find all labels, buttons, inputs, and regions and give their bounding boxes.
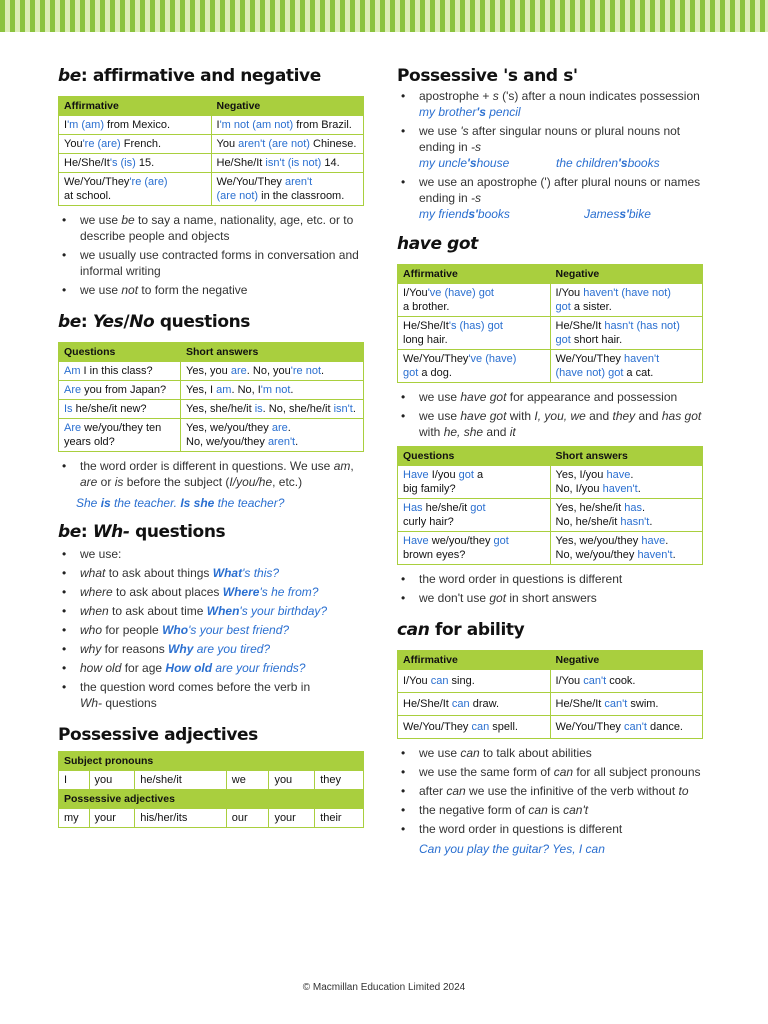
- table-cell: We/You/They can't dance.: [550, 716, 703, 739]
- table-cell: Has he/she/it got curly hair?: [398, 499, 551, 532]
- list-item: • we use 's after singular nouns or plural nouns not ending in -s my uncle'shouse the children'sbooks: [397, 123, 703, 171]
- decorative-stripe-header: [0, 0, 768, 32]
- table-cell: I'm not (am not) from Brazil.: [211, 116, 364, 135]
- table-cell: I/You can sing.: [398, 670, 551, 693]
- section-title: can for ability: [397, 620, 525, 640]
- bullet-list: [58, 458, 364, 490]
- table-header-row: [398, 651, 703, 670]
- table-subheader-row: [59, 752, 364, 771]
- list-item: • we use have got with I, you, we and they and has got with he, she and it: [397, 408, 703, 440]
- table-cell: your: [89, 809, 135, 828]
- table-cell: I'm (am) from Mexico.: [59, 116, 212, 135]
- table-cell: Are you from Japan?: [59, 381, 181, 400]
- table-header-row: [398, 265, 703, 284]
- table-row: [59, 400, 364, 419]
- header-negative: Negative: [550, 651, 703, 670]
- be-yes-no-table: [58, 342, 364, 452]
- list-item: • when to ask about time When's your birthday?: [58, 603, 364, 619]
- table-row: [398, 317, 703, 350]
- table-cell: We/You/They're (are) at school.: [59, 173, 212, 206]
- header-questions: Questions: [398, 447, 551, 466]
- table-row: [59, 116, 364, 135]
- table-cell: Yes, we/you/they are. No, we/you/they aren't.: [181, 419, 364, 452]
- bullet-list: [397, 389, 703, 440]
- example: Can you play the guitar? Yes, I can: [419, 842, 605, 856]
- list-item: • why for reasons Why are you tired?: [58, 641, 364, 657]
- can-table: [397, 650, 703, 739]
- section-title: be: Yes/No questions: [58, 312, 251, 332]
- have-got-questions-table: [397, 446, 703, 565]
- example: my uncle'shouse the children'sbooks: [419, 156, 660, 170]
- table-cell: Yes, I am. No, I'm not.: [181, 381, 364, 400]
- header-affirmative: Affirmative: [398, 651, 551, 670]
- table-row: [398, 284, 703, 317]
- example-sentence: She is the teacher. Is she the teacher?: [76, 496, 285, 510]
- table-cell: Is he/she/it new?: [59, 400, 181, 419]
- table-cell: You aren't (are not) Chinese.: [211, 135, 364, 154]
- table-cell: He/She/It can draw.: [398, 693, 551, 716]
- possessive-adjectives-table: [58, 751, 364, 828]
- table-row: [398, 466, 703, 499]
- bullet-list: [397, 745, 703, 857]
- list-item: • we use:: [58, 546, 364, 562]
- table-cell: Have I/you got a big family?: [398, 466, 551, 499]
- section-title: Possessive adjectives: [58, 725, 258, 745]
- header-short-answers: Short answers: [181, 343, 364, 362]
- section-possessive-adjectives: [58, 725, 364, 828]
- table-cell: I/You haven't (have not) got a sister.: [550, 284, 703, 317]
- table-header-row: [59, 343, 364, 362]
- section-title: have got: [397, 234, 478, 254]
- table-cell: we: [226, 771, 269, 790]
- example: my brother's pencil: [419, 105, 521, 119]
- copyright-footer: © Macmillan Education Limited 2024: [302, 982, 466, 993]
- list-item: • we use an apostrophe (') after plural nouns or names ending in -s my friends'books Jamess'bike: [397, 174, 703, 222]
- list-item: • apostrophe + s ('s) after a noun indicates possession my brother's pencil: [397, 88, 703, 120]
- subheader-possessive-adjectives: Possessive adjectives: [59, 790, 364, 809]
- table-cell: He/She/It can't swim.: [550, 693, 703, 716]
- table-cell: He/She/It's (has) got long hair.: [398, 317, 551, 350]
- list-item: • we use the same form of can for all subject pronouns: [397, 764, 703, 780]
- table-cell: you: [269, 771, 315, 790]
- table-row: [398, 499, 703, 532]
- table-cell: Yes, we/you/they have. No, we/you/they haven't.: [550, 532, 703, 565]
- list-item: • the question word comes before the verb in Wh- questions: [58, 679, 364, 711]
- table-row: [398, 532, 703, 565]
- section-be-yes-no-questions: [58, 312, 364, 510]
- table-cell: your: [269, 809, 315, 828]
- bullet-list: [58, 546, 364, 711]
- section-title: Possessive 's and s': [397, 66, 578, 86]
- table-cell: Are we/you/they ten years old?: [59, 419, 181, 452]
- table-cell: our: [226, 809, 269, 828]
- table-cell: He/She/It's (is) 15.: [59, 154, 212, 173]
- table-row: [59, 362, 364, 381]
- table-cell: my: [59, 809, 90, 828]
- subheader-subject-pronouns: Subject pronouns: [59, 752, 364, 771]
- list-item: • what to ask about things What's this?: [58, 565, 364, 581]
- header-short-answers: Short answers: [550, 447, 703, 466]
- list-item: • we use can to talk about abilities: [397, 745, 703, 761]
- list-item: • we use not to form the negative: [58, 282, 364, 298]
- table-row: [59, 154, 364, 173]
- table-cell: I: [59, 771, 90, 790]
- header-affirmative: Affirmative: [59, 97, 212, 116]
- table-row: [398, 716, 703, 739]
- table-cell: Have we/you/they got brown eyes?: [398, 532, 551, 565]
- right-column: [397, 66, 703, 869]
- bullet-list: [58, 212, 364, 298]
- table-cell: he/she/it: [135, 771, 227, 790]
- table-row: [398, 693, 703, 716]
- list-item: • how old for age How old are your friends?: [58, 660, 364, 676]
- table-cell: We/You/They haven't (have not) got a cat.: [550, 350, 703, 383]
- list-item: • where to ask about places Where's he from?: [58, 584, 364, 600]
- bullet-list: [397, 571, 703, 606]
- table-cell: I/You can't cook.: [550, 670, 703, 693]
- list-item: • the word order in questions is different: [397, 571, 703, 587]
- list-item: • we use have got for appearance and possession: [397, 389, 703, 405]
- table-cell: you: [89, 771, 135, 790]
- table-row: [59, 419, 364, 452]
- table-row: [59, 381, 364, 400]
- header-negative: Negative: [211, 97, 364, 116]
- header-negative: Negative: [550, 265, 703, 284]
- table-cell: Yes, he/she/it has. No, he/she/it hasn't.: [550, 499, 703, 532]
- list-item: • we use be to say a name, nationality, age, etc. or to describe people and objects: [58, 212, 364, 244]
- list-item: • who for people Who's your best friend?: [58, 622, 364, 638]
- section-be-wh-questions: [58, 522, 364, 711]
- section-be-affirmative-negative: [58, 66, 364, 298]
- table-header-row: [59, 97, 364, 116]
- section-title: be: affirmative and negative: [58, 66, 321, 86]
- list-item: • we usually use contracted forms in conversation and informal writing: [58, 247, 364, 279]
- header-affirmative: Affirmative: [398, 265, 551, 284]
- table-cell: Yes, you are. No, you're not.: [181, 362, 364, 381]
- section-possessive-s: [397, 66, 703, 222]
- section-title: be: Wh- questions: [58, 522, 226, 542]
- table-cell: He/She/It isn't (is not) 14.: [211, 154, 364, 173]
- table-row: [59, 771, 364, 790]
- list-item: • we don't use got in short answers: [397, 590, 703, 606]
- table-header-row: [398, 447, 703, 466]
- table-cell: Yes, I/you have. No, I/you haven't.: [550, 466, 703, 499]
- table-cell: We/You/They can spell.: [398, 716, 551, 739]
- table-cell: We/You/They've (have) got a dog.: [398, 350, 551, 383]
- bullet-list: [397, 88, 703, 222]
- table-cell: He/She/It hasn't (has not) got short hair.: [550, 317, 703, 350]
- table-row: [59, 135, 364, 154]
- section-have-got: [397, 234, 703, 606]
- table-row: [59, 173, 364, 206]
- example: my friends'books Jamess'bike: [419, 207, 651, 221]
- list-item: • after can we use the infinitive of the verb without to: [397, 783, 703, 799]
- table-cell: his/her/its: [135, 809, 227, 828]
- table-cell: You're (are) French.: [59, 135, 212, 154]
- header-questions: Questions: [59, 343, 181, 362]
- table-cell: We/You/They aren't (are not) in the classroom.: [211, 173, 364, 206]
- table-cell: Yes, she/he/it is. No, she/he/it isn't.: [181, 400, 364, 419]
- table-row: [59, 809, 364, 828]
- list-item: • the word order in questions is different Can you play the guitar? Yes, I can: [397, 821, 703, 857]
- list-item: • the word order is different in questions. We use am, are or is before the subject (I/you/he, etc.): [58, 458, 364, 490]
- table-subheader-row: [59, 790, 364, 809]
- list-item: • the negative form of can is can't: [397, 802, 703, 818]
- have-got-table: [397, 264, 703, 383]
- table-cell: Am I in this class?: [59, 362, 181, 381]
- table-row: [398, 670, 703, 693]
- table-cell: they: [315, 771, 364, 790]
- left-column: [58, 66, 364, 840]
- table-cell: I/You've (have) got a brother.: [398, 284, 551, 317]
- table-row: [398, 350, 703, 383]
- be-affirmative-negative-table: [58, 96, 364, 206]
- table-cell: their: [315, 809, 364, 828]
- section-can-for-ability: [397, 620, 703, 857]
